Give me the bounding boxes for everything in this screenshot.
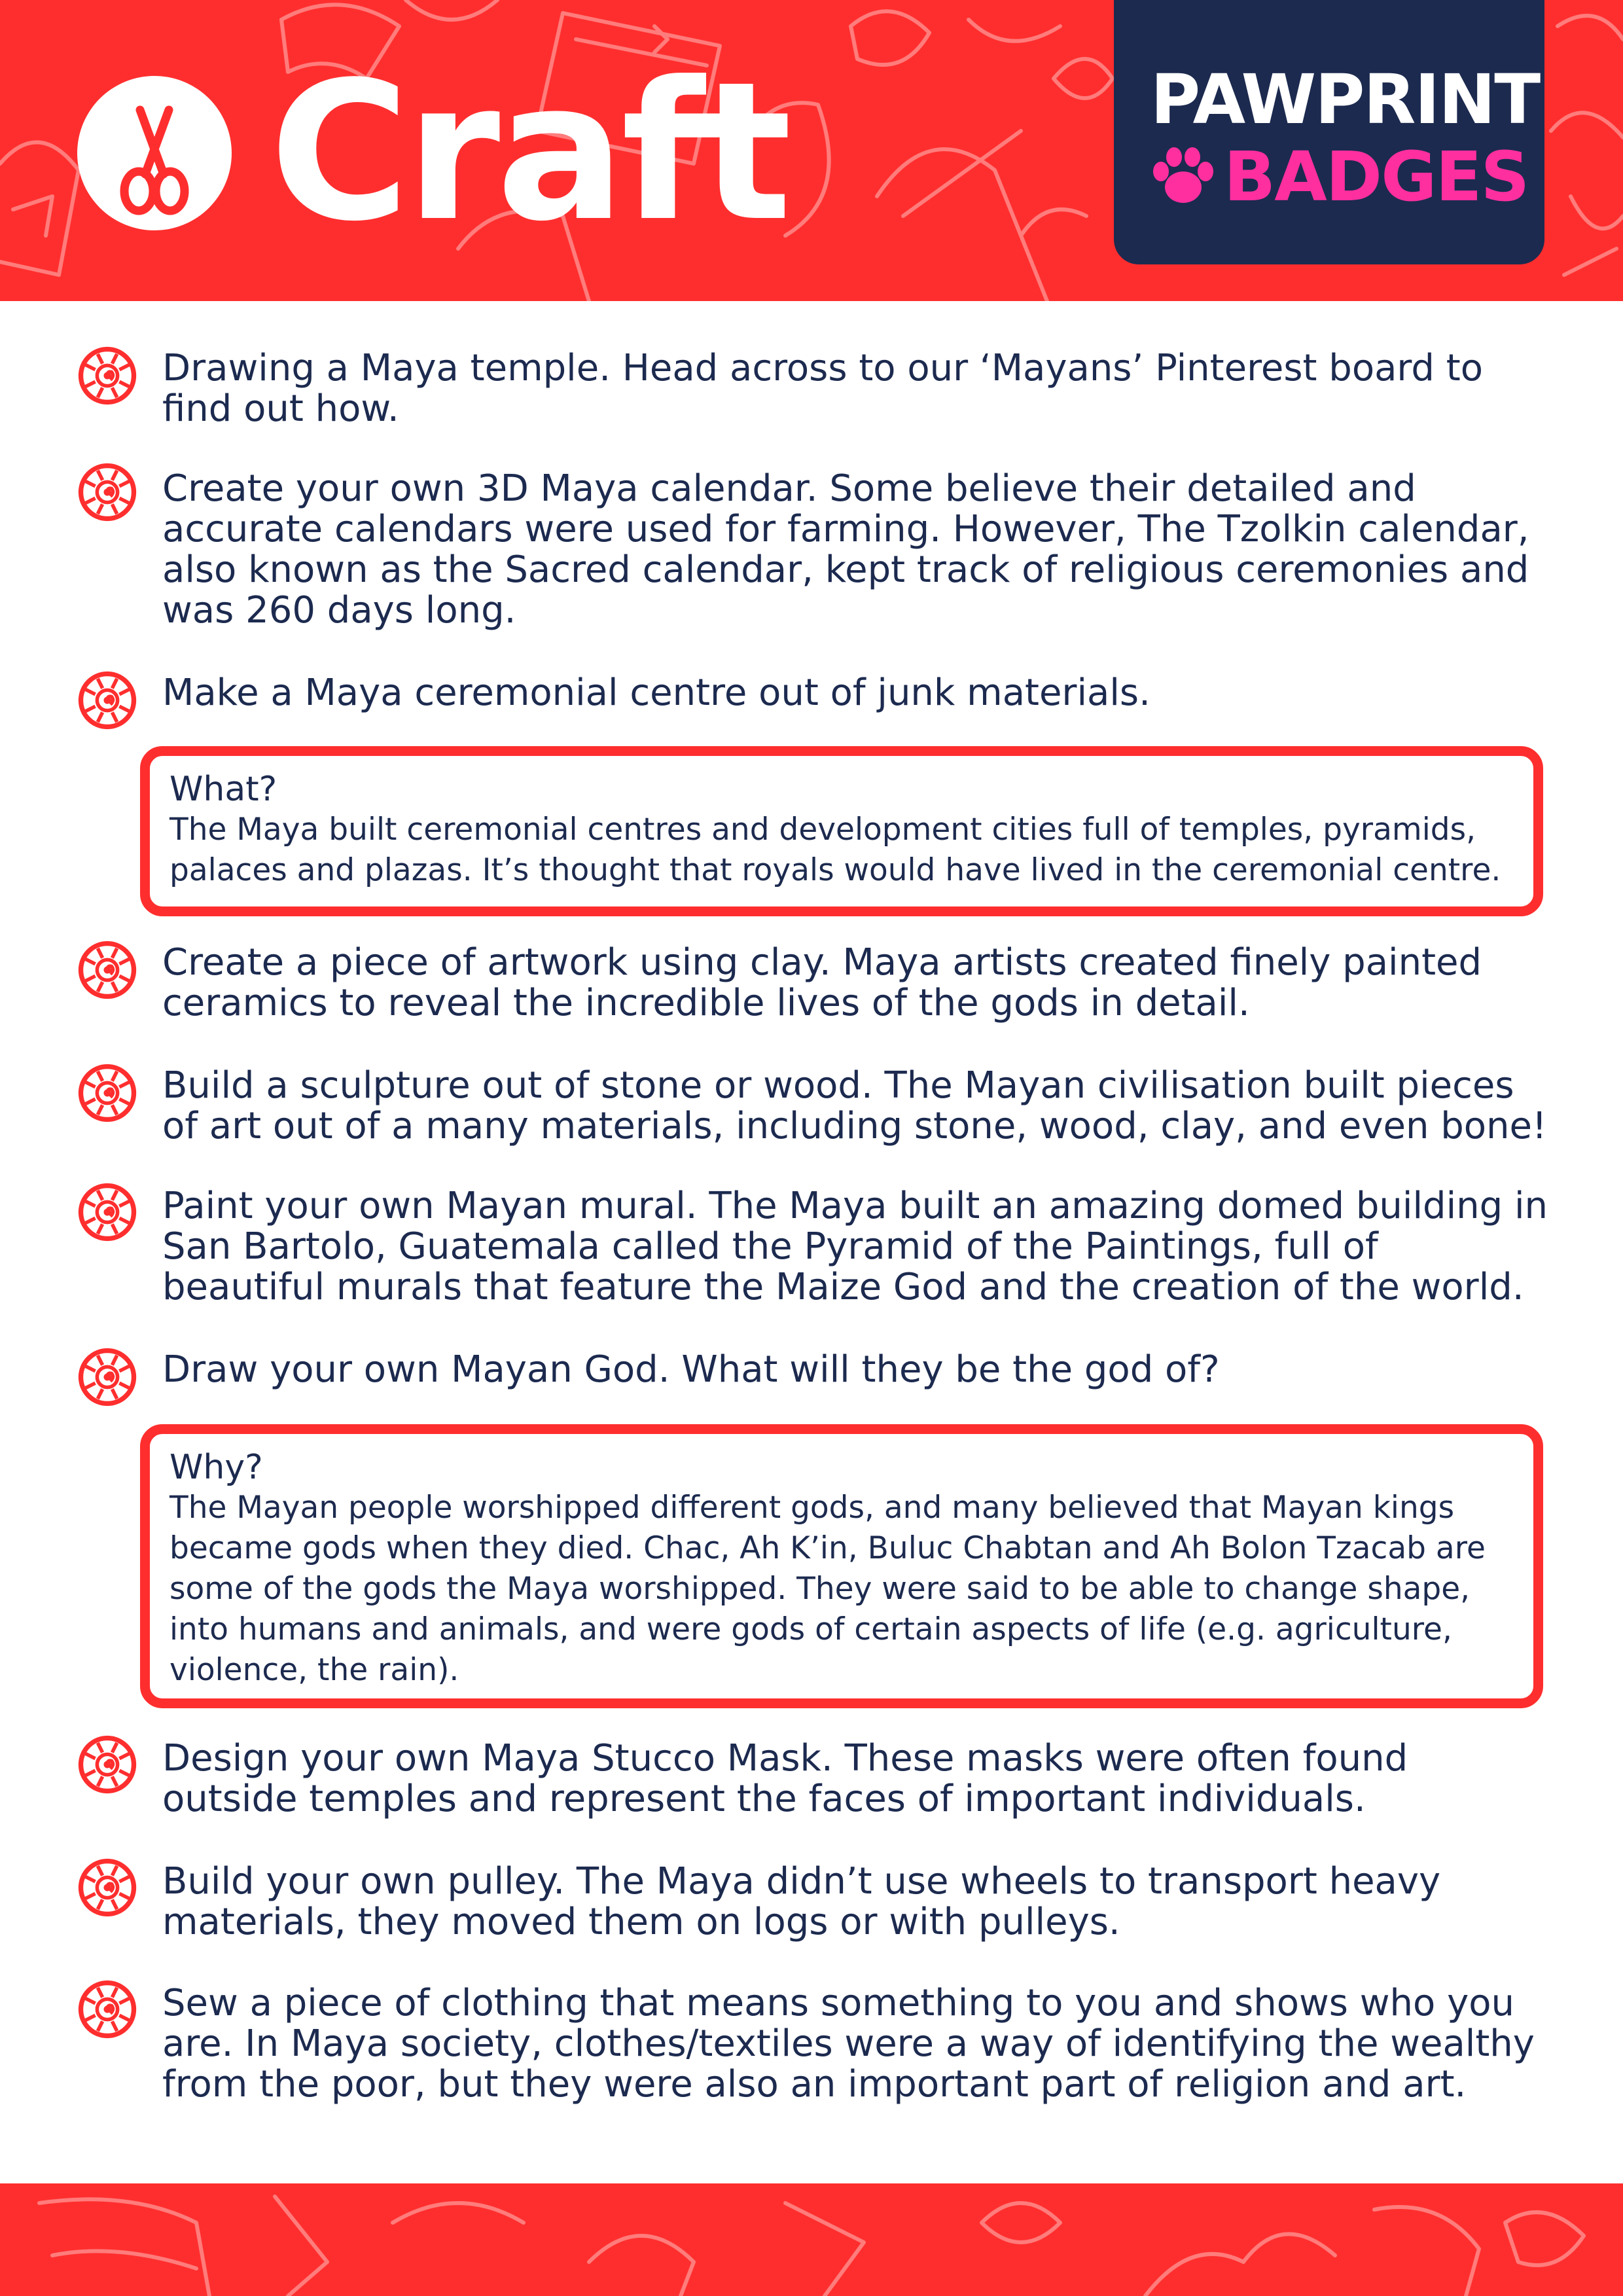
brand-name-line1: PAWPRINT bbox=[1150, 60, 1540, 139]
brand-name-line2: BADGES bbox=[1224, 137, 1529, 217]
info-box-body: The Mayan people worshipped different gods, and many believed that Mayan kings became gods when they died. Chac, Ah K’in, Buluc Chabtan and Ah Bolon Tzacab are some of the gods the Maya worshipped. They were said to be able to change shape, into humans and animals, and were gods of certain aspects of life (e.g. agriculture, violence, the rain). bbox=[169, 1490, 1486, 1688]
doodle-pattern bbox=[0, 2183, 1623, 2296]
header-banner bbox=[0, 0, 1623, 301]
item-text: Create your own 3D Maya calendar. Some believe their detailed and accurate calendars were used for farming. However, The Tzolkin calendar, also known as the Sacred calendar, kept track of religious ceremonies and was 260 days long. bbox=[162, 467, 1529, 632]
item-text: Draw your own Mayan God. What will they be the god of? bbox=[162, 1348, 1220, 1391]
maya-glyph-icon bbox=[77, 1979, 137, 2039]
item-text: Make a Maya ceremonial centre out of junk materials. bbox=[162, 672, 1150, 714]
item-text: Create a piece of artwork using clay. Maya artists created finely painted ceramics to reveal the incredible lives of the gods in detail. bbox=[162, 941, 1482, 1024]
maya-glyph-icon bbox=[77, 1857, 137, 1918]
item-text: Design your own Maya Stucco Mask. These masks were often found outside temples and represent the faces of important individuals. bbox=[162, 1737, 1408, 1820]
maya-glyph-icon bbox=[77, 1182, 137, 1242]
brand-logo bbox=[1114, 0, 1544, 264]
info-box-body: The Maya built ceremonial centres and development cities full of temples, pyramids, palaces and plazas. It’s thought that royals would have lived in the ceremonial centre. bbox=[169, 812, 1501, 888]
paw-icon bbox=[1150, 145, 1216, 208]
info-box-label: Why? bbox=[169, 1448, 263, 1487]
maya-glyph-icon bbox=[77, 940, 137, 1000]
maya-glyph-icon bbox=[77, 1734, 137, 1795]
item-text: Paint your own Mayan mural. The Maya built an amazing domed building in San Bartolo, Guatemala called the Pyramid of the Paintings, full of beautiful murals that feature the Maize God and the creation of the world. bbox=[162, 1185, 1548, 1308]
info-box-label: What? bbox=[169, 770, 277, 809]
item-text: Build your own pulley. The Maya didn’t use wheels to transport heavy materials, they moved them on logs or with pulleys. bbox=[162, 1860, 1441, 1943]
maya-glyph-icon bbox=[77, 1347, 137, 1407]
scissors-badge bbox=[77, 76, 232, 230]
item-text: Sew a piece of clothing that means something to you and shows who you are. In Maya society, clothes/textiles were a way of identifying the wealthy from the poor, but they were also an important part of religion and art. bbox=[162, 1982, 1535, 2106]
info-box-what bbox=[140, 746, 1543, 916]
maya-glyph-icon bbox=[77, 462, 137, 522]
footer-banner bbox=[0, 2183, 1623, 2296]
scissors-icon bbox=[77, 76, 232, 230]
item-text: Build a sculpture out of stone or wood. The Mayan civilisation built pieces of art out of a many materials, including stone, wood, clay, and even bone! bbox=[162, 1064, 1547, 1147]
maya-glyph-icon bbox=[77, 670, 137, 730]
page-title: Craft bbox=[270, 41, 788, 263]
info-box-why bbox=[140, 1424, 1543, 1708]
item-text: Drawing a Maya temple. Head across to our ‘Mayans’ Pinterest board to find out how. bbox=[162, 347, 1483, 430]
maya-glyph-icon bbox=[77, 346, 137, 406]
maya-glyph-icon bbox=[77, 1063, 137, 1123]
